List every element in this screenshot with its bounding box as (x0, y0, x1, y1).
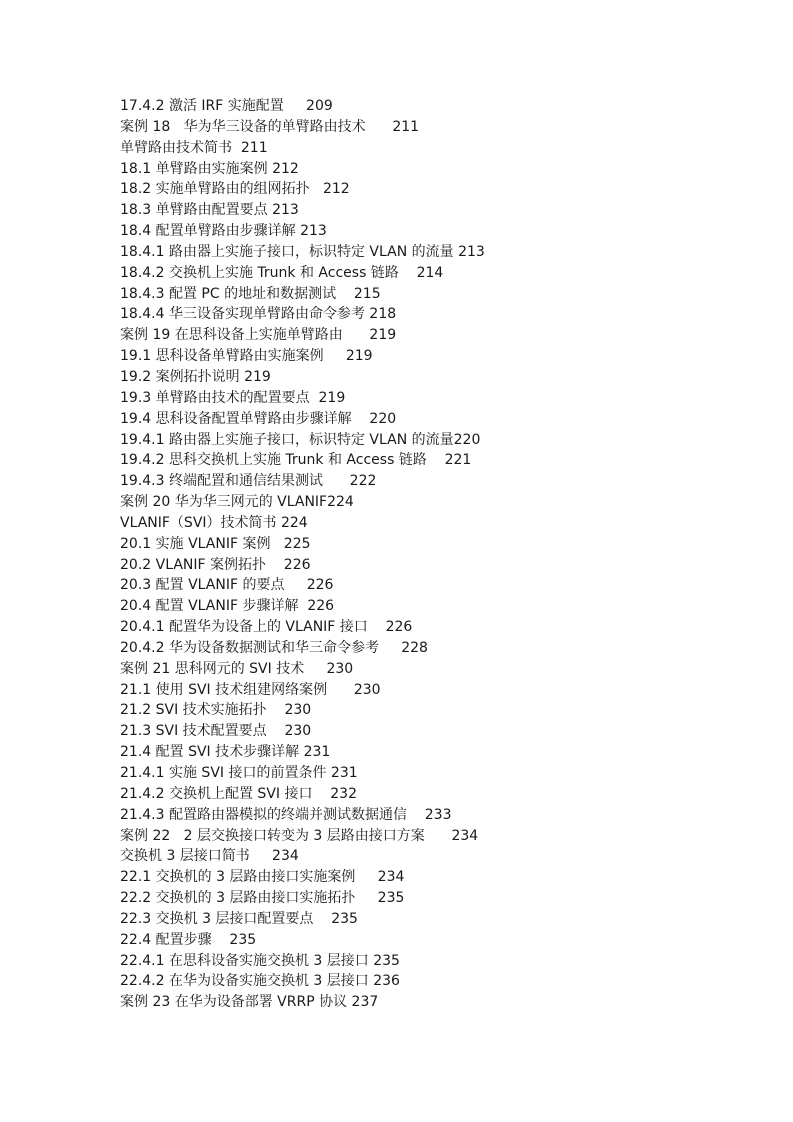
toc-line: 21.2 SVI 技术实施拓扑 230 (120, 702, 312, 719)
toc-line: 20.4.2 华为设备数据测试和华三命令参考 228 (120, 639, 428, 656)
toc-line: 21.4.3 配置路由器模拟的终端并测试数据通信 233 (120, 806, 452, 823)
toc-line: 21.4.2 交换机上配置 SVI 接口 232 (120, 785, 357, 802)
toc-line: 交换机 3 层接口简书 234 (120, 848, 299, 865)
toc-line: 19.4.1 路由器上实施子接口，标识特定 VLAN 的流量220 (120, 431, 481, 448)
toc-line: 18.1 单臂路由实施案例 212 (120, 160, 299, 177)
toc-line: 22.4 配置步骤 235 (120, 931, 257, 948)
table-of-contents (120, 96, 760, 1013)
toc-line: 19.1 思科设备单臂路由实施案例 219 (120, 348, 373, 365)
toc-line: 18.4 配置单臂路由步骤详解 213 (120, 223, 327, 240)
toc-line: 22.3 交换机 3 层接口配置要点 235 (120, 910, 358, 927)
toc-line: 18.4.4 华三设备实现单臂路由命令参考 218 (120, 306, 397, 323)
toc-line: 18.4.3 配置 PC 的地址和数据测试 215 (120, 285, 381, 302)
toc-line: 案例 22 2 层交换接口转变为 3 层路由接口方案 234 (120, 827, 479, 844)
toc-line: 21.1 使用 SVI 技术组建网络案例 230 (120, 681, 381, 698)
toc-line: 22.4.2 在华为设备实施交换机 3 层接口 236 (120, 973, 400, 990)
toc-line: 19.2 案例拓扑说明 219 (120, 368, 271, 385)
toc-line: 21.4 配置 SVI 技术步骤详解 231 (120, 744, 331, 761)
toc-line: 单臂路由技术简书 211 (120, 139, 268, 156)
toc-line: 20.4.1 配置华为设备上的 VLANIF 接口 226 (120, 619, 413, 636)
toc-line: 18.2 实施单臂路由的组网拓扑 212 (120, 181, 350, 198)
toc-line: 22.2 交换机的 3 层路由接口实施拓扑 235 (120, 890, 405, 907)
toc-line: 案例 19 在思科设备上实施单臂路由 219 (120, 327, 397, 344)
toc-line: 案例 23 在华为设备部署 VRRP 协议 237 (120, 994, 379, 1011)
toc-line: 22.4.1 在思科设备实施交换机 3 层接口 235 (120, 952, 400, 969)
toc-line: 20.1 实施 VLANIF 案例 225 (120, 535, 311, 552)
toc-line: 19.4.3 终端配置和通信结果测试 222 (120, 473, 377, 490)
toc-line: 20.2 VLANIF 案例拓扑 226 (120, 556, 311, 573)
toc-line: VLANIF（SVI）技术简书 224 (120, 514, 308, 531)
toc-line: 案例 20 华为华三网元的 VLANIF224 (120, 494, 354, 511)
toc-line: 案例 21 思科网元的 SVI 技术 230 (120, 660, 354, 677)
toc-line: 18.4.1 路由器上实施子接口，标识特定 VLAN 的流量 213 (120, 243, 485, 260)
toc-line: 20.4 配置 VLANIF 步骤详解 226 (120, 598, 335, 615)
toc-line: 19.4 思科设备配置单臂路由步骤详解 220 (120, 410, 397, 427)
toc-line: 20.3 配置 VLANIF 的要点 226 (120, 577, 334, 594)
toc-line: 21.4.1 实施 SVI 接口的前置条件 231 (120, 765, 358, 781)
toc-line: 17.4.2 激活 IRF 实施配置 209 (120, 98, 333, 114)
toc-line: 18.4.2 交换机上实施 Trunk 和 Access 链路 214 (120, 264, 444, 281)
toc-line: 案例 18 华为华三设备的单臂路由技术 211 (120, 118, 420, 135)
toc-line: 19.4.2 思科交换机上实施 Trunk 和 Access 链路 221 (120, 452, 472, 469)
toc-line: 19.3 单臂路由技术的配置要点 219 (120, 389, 346, 406)
toc-line: 18.3 单臂路由配置要点 213 (120, 202, 299, 219)
toc-line: 21.3 SVI 技术配置要点 230 (120, 723, 312, 740)
toc-line: 22.1 交换机的 3 层路由接口实施案例 234 (120, 869, 405, 886)
